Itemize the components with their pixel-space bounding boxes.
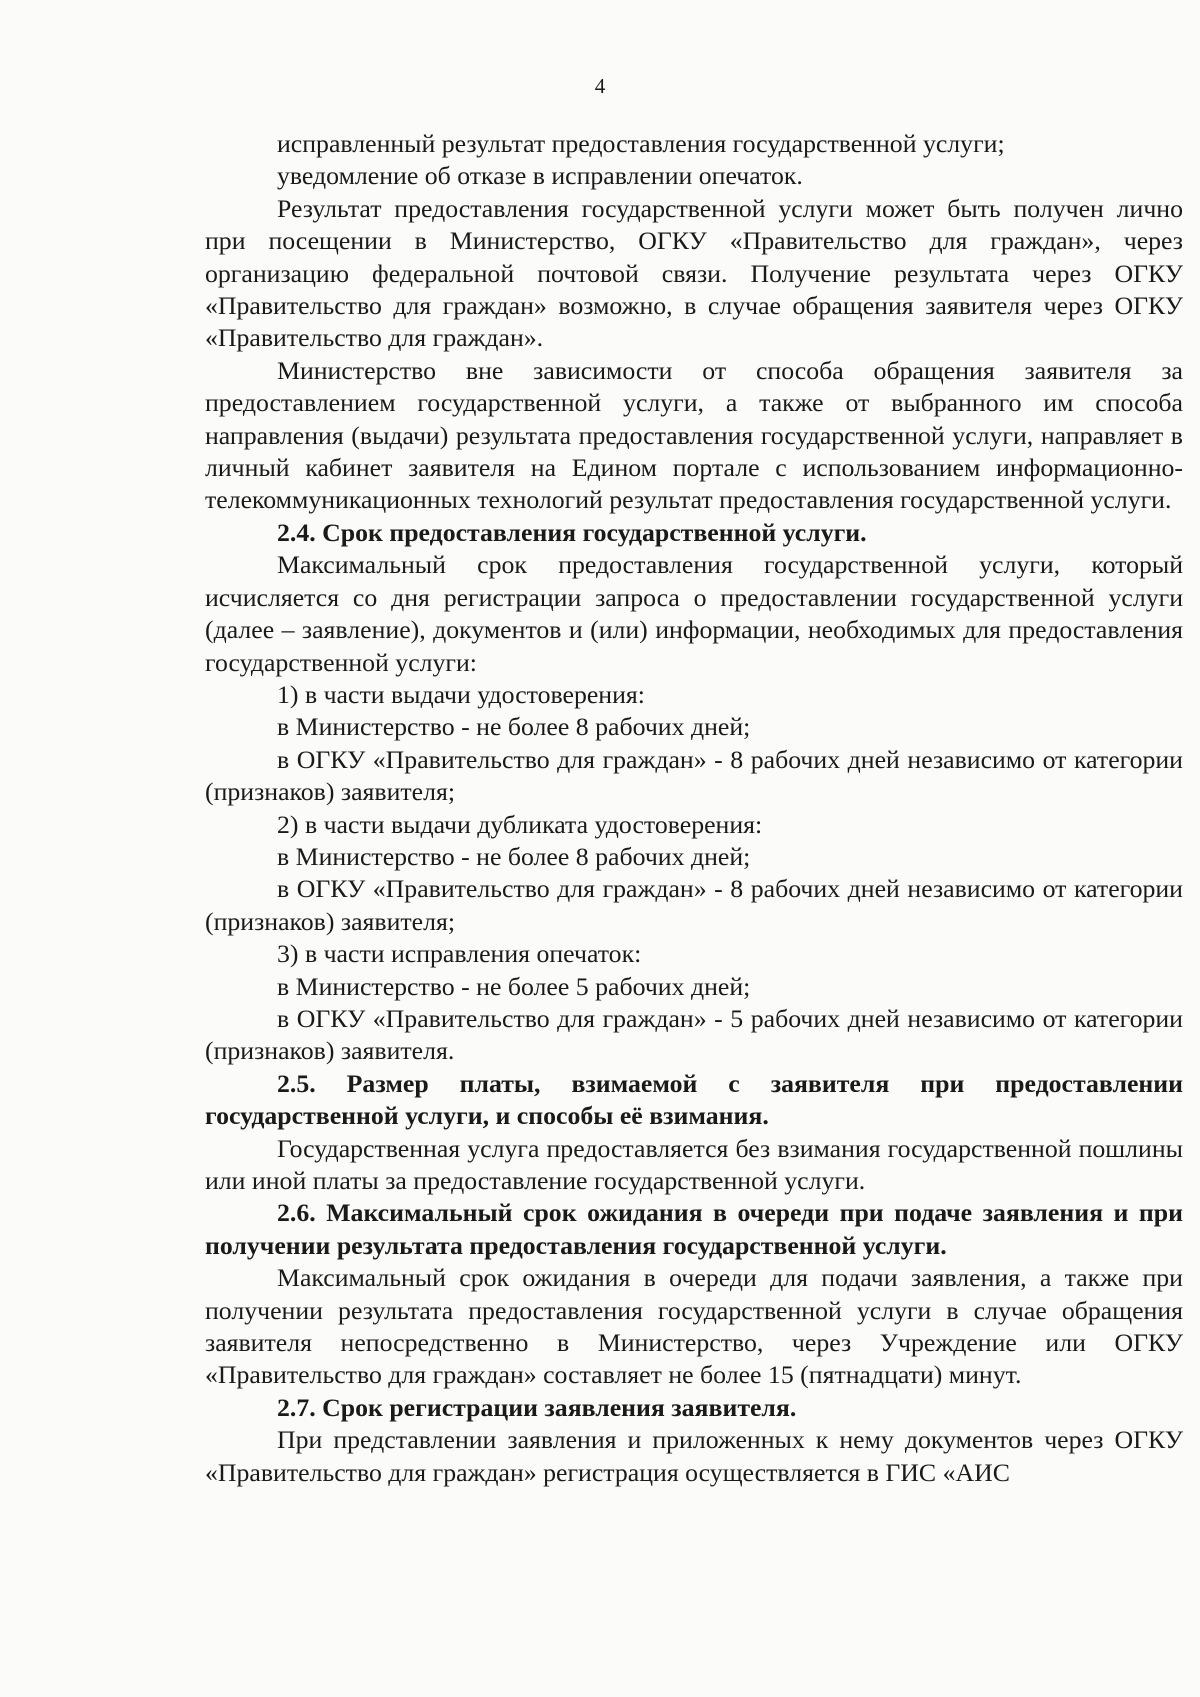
document-body <box>205 128 1183 1489</box>
paragraph: исправленный результат предоставления государственной услуги; <box>277 129 1005 158</box>
page-number: 4 <box>594 74 606 98</box>
paragraph: Государственная услуга предоставляется без взимания государственной пошлины или иной платы за предоставление государственной услуги. <box>205 1133 1183 1195</box>
paragraph: уведомление об отказе в исправлении опечаток. <box>277 161 803 191</box>
paragraph: Министерство вне зависимости от способа обращения заявителя за предоставлением государственной услуги, а также от выбранного им способа направления (выдачи) результата предоставления государственной услуги, направляет в личный кабинет заявителя на Едином портале с использованием информационно-телекоммуникационных технологий результат предоставления государственной услуги. <box>205 355 1183 515</box>
paragraph: Максимальный срок ожидания в очереди для подачи заявления, а также при получении результата предоставления государственной услуги в случае обращения заявителя непосредственно в Министерство, через Учреждение или ОГКУ «Правительство для граждан» составляет не более 15 (пятнадцати) минут. <box>205 1263 1183 1390</box>
section-heading-2-5: 2.5. Размер платы, взимаемой с заявителя при предоставлении государственной услуги, и способы её взимания. <box>205 1068 1183 1131</box>
paragraph: Максимальный срок предоставления государственной услуги, который исчисляется со дня регистрации запроса о предоставлении государственной услуги (далее – заявление), документов и (или) информации, необходимых для предоставления государственной услуги: <box>205 550 1183 677</box>
list-item: в Министерство - не более 8 рабочих дней; <box>277 712 751 742</box>
section-heading-2-7: 2.7. Срок регистрации заявления заявителя. <box>277 1392 797 1422</box>
section-heading-2-4: 2.4. Срок предоставления государственной услуги. <box>277 517 867 547</box>
list-item: 2) в части выдачи дубликата удостоверения: <box>277 809 763 839</box>
list-item: в Министерство - не более 8 рабочих дней; <box>277 841 751 871</box>
list-item: 3) в части исправления опечаток: <box>277 939 642 969</box>
section-heading-2-6: 2.6. Максимальный срок ожидания в очереди при подаче заявления и при получении результата предоставления государственной услуги. <box>205 1198 1183 1260</box>
list-item: в ОГКУ «Правительство для граждан» - 5 рабочих дней независимо от категории (признаков) заявителя. <box>205 1003 1183 1066</box>
list-item: в Министерство - не более 5 рабочих дней; <box>277 971 751 1001</box>
paragraph: При представлении заявления и приложенных к нему документов через ОГКУ «Правительство для граждан» регистрация осуществляется в ГИС «АИС <box>205 1425 1183 1487</box>
list-item: в ОГКУ «Правительство для граждан» - 8 рабочих дней независимо от категории (признаков) заявителя; <box>205 744 1183 807</box>
list-item: в ОГКУ «Правительство для граждан» - 8 рабочих дней независимо от категории (признаков) заявителя; <box>205 874 1183 936</box>
list-item: 1) в части выдачи удостоверения: <box>277 679 645 709</box>
paragraph: Результат предоставления государственной услуги может быть получен лично при посещении в Министерство, ОГКУ «Правительство для граждан», через организацию федеральной почтовой связи. Получение результата через ОГКУ «Правительство для граждан» возможно, в случае обращения заявителя через ОГКУ «Правительство для граждан». <box>205 193 1183 353</box>
